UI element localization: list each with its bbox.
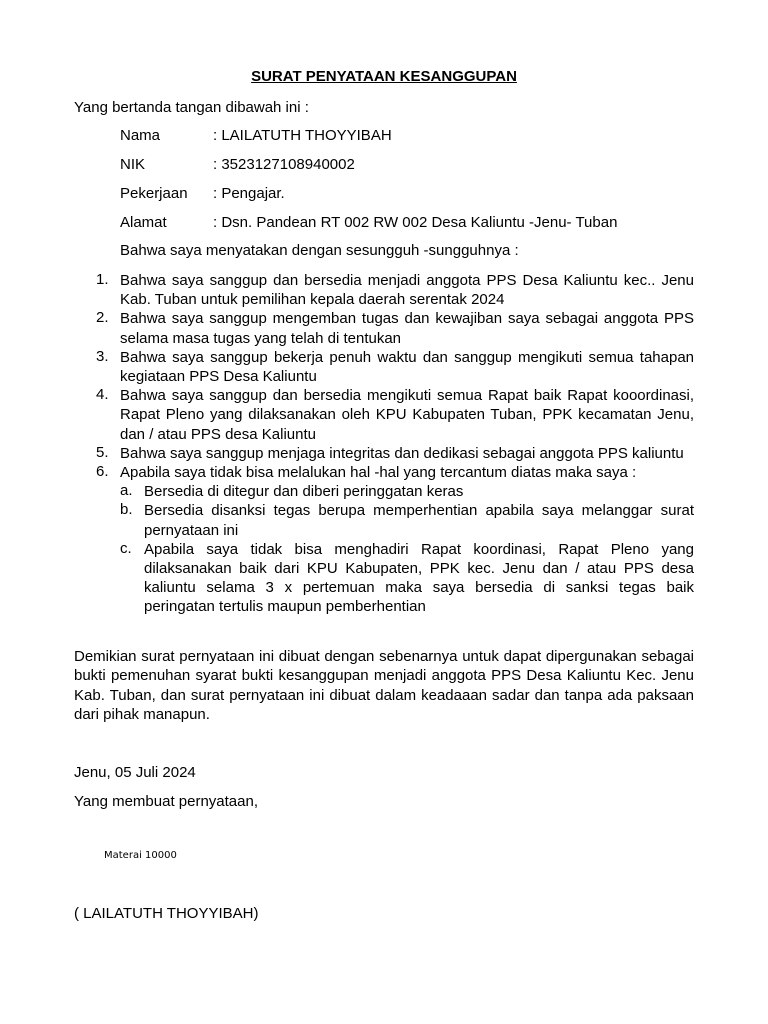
field-label: Pekerjaan: [120, 185, 188, 202]
closing-paragraph: Demikian surat pernyataan ini dibuat dengan sebenarnya untuk dapat dipergunakan sebagai bukti pemenuhan syarat bukti kesanggupan menjadi anggota PPS Desa Kaliuntu Kec. Jenu Kab. Tuban, dan surat pernyataan ini dibuat dalam keadaaan sadar dan tanpa ada paksaan dari pihak manapun.: [74, 648, 694, 723]
materai-stamp-label: Materai 10000: [104, 850, 177, 861]
list-number: 1.: [96, 271, 109, 288]
sub-list-item: [74, 482, 694, 501]
list-item: [74, 463, 694, 482]
list-text: Bahwa saya sanggup bekerja penuh waktu dan sanggup mengikuti semua tahapan kegiataan PPS Desa Kaliuntu: [120, 348, 694, 386]
sub-list-letter: c.: [120, 539, 132, 557]
field-value: : 3523127108940002: [213, 156, 355, 173]
list-item: [74, 271, 694, 309]
list-item: [74, 386, 694, 444]
sub-list-text: Bersedia di ditegur dan diberi peringgatan keras: [144, 483, 464, 501]
intro-text: Yang bertanda tangan dibawah ini :: [74, 99, 309, 116]
place-date: Jenu, 05 Juli 2024: [74, 764, 196, 781]
statement-list: [74, 271, 694, 617]
field-label: NIK: [120, 156, 146, 173]
document-title: SURAT PENYATAAN KESANGGUPAN: [251, 68, 517, 85]
list-item: [74, 444, 694, 463]
list-text: Bahwa saya sanggup menjaga integritas dan dedikasi sebagai anggota PPS kaliuntu: [120, 444, 684, 462]
sub-list-text: Apabila saya tidak bisa menghadiri Rapat koordinasi, Rapat Pleno yang dilaksanakan baik dari KPU Kabupaten, PPK kec. Jenu dan / atau PPS desa kaliuntu selama 3 x pertemuan maka saya bersedia di sanksi tegas baik peringatan tertulis maupun pemberhentian: [144, 540, 694, 616]
field-value: : LAILATUTH THOYYIBAH: [213, 127, 392, 144]
list-text: Bahwa saya sanggup dan bersedia menjadi anggota PPS Desa Kaliuntu kec.. Jenu Kab. Tuban untuk pemilihan kepala daerah serentak 2024: [120, 272, 694, 309]
list-text: Bahwa saya sanggup mengemban tugas dan kewajiban saya sebagai anggota PPS selama masa tugas yang telah di tentukan: [120, 310, 694, 347]
field-label: Alamat: [120, 214, 167, 231]
sub-list-item: [74, 540, 694, 617]
list-number: 3.: [96, 347, 109, 365]
sub-list-letter: b.: [120, 501, 133, 519]
list-number: 4.: [96, 386, 109, 404]
sub-list-item: [74, 501, 694, 539]
field-value: : Dsn. Pandean RT 002 RW 002 Desa Kaliuntu -Jenu- Tuban: [213, 214, 618, 231]
signer-label: Yang membuat pernyataan,: [74, 793, 259, 810]
signer-name: ( LAILATUTH THOYYIBAH): [74, 905, 259, 922]
list-item: [74, 348, 694, 386]
list-number: 5.: [96, 443, 109, 461]
field-value: : Pengajar.: [213, 185, 285, 202]
list-item: [74, 309, 694, 347]
list-number: 6.: [96, 463, 109, 481]
sub-list-text: Bersedia disanksi tegas berupa memperhentian apabila saya melanggar surat pernyataan ini: [144, 502, 694, 539]
list-text: Bahwa saya sanggup dan bersedia mengikuti semua Rapat baik Rapat kooordinasi, Rapat Pleno yang dilaksanakan oleh KPU Kabupaten Tuban, PPK kecamatan Jenu, dan / atau PPS desa Kaliuntu: [120, 387, 694, 443]
list-text: Apabila saya tidak bisa melalukan hal -hal yang tercantum diatas maka saya :: [120, 464, 637, 482]
statement-intro: Bahwa saya menyatakan dengan sesungguh -sungguhnya :: [120, 242, 519, 259]
sub-list-letter: a.: [120, 482, 133, 500]
list-number: 2.: [96, 309, 109, 327]
field-label: Nama: [120, 127, 161, 144]
